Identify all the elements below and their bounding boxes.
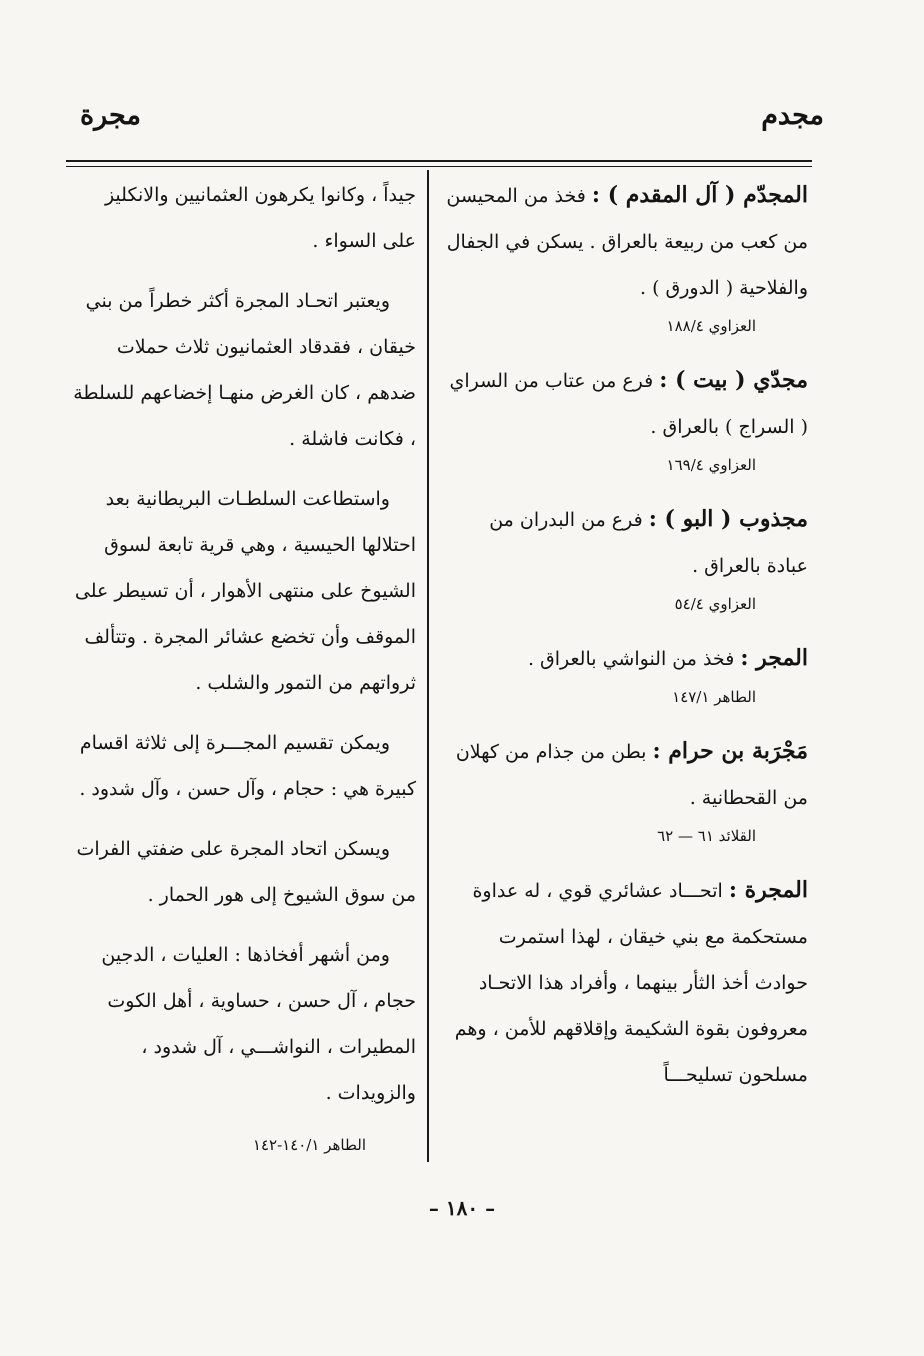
header-rule-thin [66,166,812,167]
entry-source: القلائد ٦١ — ٦٢ [657,827,756,845]
entry-text: بطن من جذام من كهلان من القحطانية . [455,741,808,809]
paragraph: جيداً ، وكانوا يكرهون العثمانيين والانكليز على السواء . [104,184,416,252]
entry-text: فرع من البدران من عبادة بالعراق . [489,509,808,577]
paragraph: ويسكن اتحاد المجرة على ضفتي الفرات من سوق الشيوخ إلى هور الحمار . [76,838,416,906]
left-column [66,172,416,1160]
paragraph: واستطاعت السلطـات البريطانية بعد احتلالها الحيسية ، وهي قرية تابعة لسوق الشيوخ على منتهى الأهوار ، أن تسيطر على الموقف وأن تخضع عشائر المجرة . وتتألف ثرواتهم من التمور والشلب . [74,488,416,694]
entry [444,728,808,851]
entry-source: الطاهر ١٤٧/١ [672,688,756,706]
entry-source: الطاهر ١٤٠/١-١٤٢ [252,1136,366,1154]
entry-headword: المجرة : [728,877,808,903]
entry [444,172,808,341]
entry-headword: المجدّم ( آل المقدم ) : [591,182,808,208]
entry [444,357,808,480]
running-head-left: مجرة [80,100,141,131]
entry-source: العزاوي ٥٤/٤ [674,595,756,613]
entry [444,496,808,619]
entry-text: اتحـــاد عشائري قوي ، له عداوة مستحكمة مع بني خيقان ، لهذا استمرت حوادث أخذ الثأر بينهما ، وأفراد هذا الاتحـاد معروفون بقوة الشكيمة وإقلاقهم للأمن ، وهم مسلحون تسليحـــاً [454,880,808,1086]
entry-text: فرع من عتاب من السراي ( السراج ) بالعراق . [449,370,808,438]
entry-text: فخذ من النواشي بالعراق . [527,648,735,670]
entry [444,635,808,712]
entry-headword: مجذوب ( البو ) : [648,506,808,532]
entry-headword: مَجْرَبة بن حرام : [652,738,808,764]
paragraph: ويمكن تقسيم المجـــرة إلى ثلاثة اقسام كبيرة هي : حجام ، وآل حسن ، وآل شدود . [79,732,416,800]
paragraph: ويعتبر اتحـاد المجرة أكثر خطراً من بني خيقان ، فقدقاد العثمانيون ثلاث حملات ضدهم ، كان الغرض منهـا إخضاعهم للسلطة ، فكانت فاشلة . [73,290,416,450]
page-number: – ١٨٠ – [428,1196,496,1220]
running-head-right: مجدم [761,100,824,131]
paragraph: ومن أشهر أفخاذها : العليات ، الدجين حجام ، آل حسن ، حساوية ، أهل الكوت المطيرات ، النواشـــي ، آل شدود ، والزويدات . [101,944,416,1104]
right-column [444,172,808,1114]
header-rule [66,160,812,162]
entry-headword: المجر : [740,645,808,671]
entry-text: فخذ من المحيسن من كعب من ربيعة بالعراق . يسكن في الجفال والفلاحية ( الدورق ) . [446,185,808,299]
entry [444,867,808,1098]
entry-headword: مجدّي ( بيت ) : [659,367,808,393]
entry-source: العزاوي ١٦٩/٤ [666,456,756,474]
column-divider [427,170,429,1162]
entry-source: العزاوي ١٨٨/٤ [666,317,756,335]
